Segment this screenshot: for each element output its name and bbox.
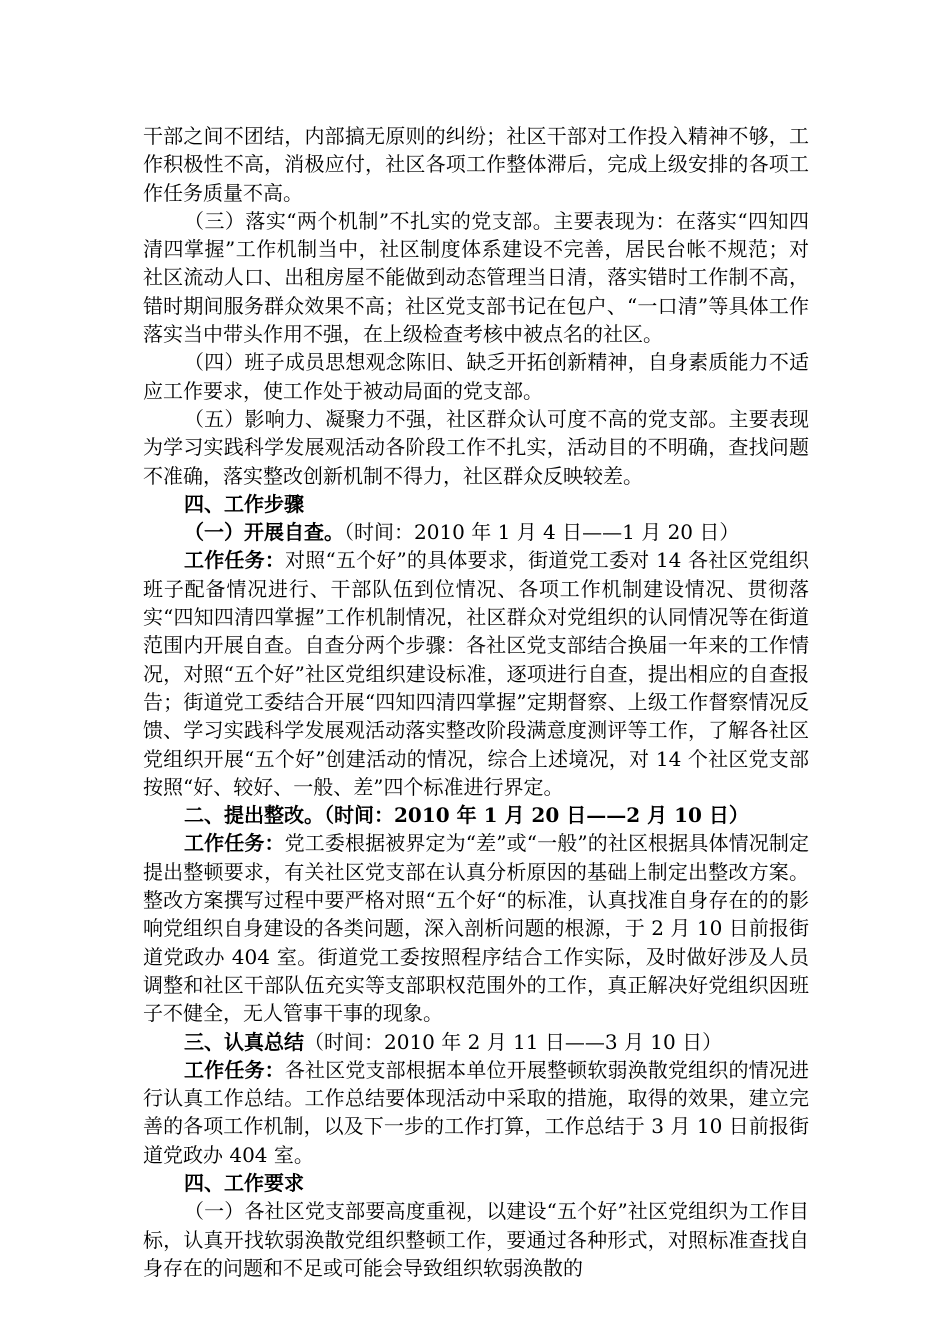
paragraph-cadre-unity: 干部之间不团结，内部搞无原则的纠纷；社区干部对工作投入精神不够，工作积极性不高，消极应付，社区各项工作整体滞后，完成上级安排的各项工作任务质量不高。	[143, 124, 809, 205]
step-2-task-text: 党工委根据被界定为“差”或“一般”的社区根据具体情况制定提出整顿要求，有关社区党支部在认真分析原因的基础上制定出整改方案。整改方案撰写过程中要严格对照“五个好“的标准，认真找准自身存在的的影响党组织自身建设的各类问题，深入剖析问题的根源，于 2 月 10 日前报街道党政办 404 室。街道党工委按照程序结合工作实际，及时做好涉及人员调整和社区干部队伍充实等支部职权范围外的工作，真正解决好党组织因班子不健全，无人管事干事的现象。	[143, 831, 809, 1026]
step-2-heading: 二、提出整改。（时间：2010 年 1 月 20 日——2 月 10 日）	[184, 803, 749, 828]
step-1-title: （一）开展自查。	[184, 520, 344, 545]
step-3-title: 三、认真总结	[184, 1029, 304, 1054]
step-3-task	[143, 1056, 809, 1169]
step-3-heading	[143, 1028, 809, 1056]
paragraph-influence: （五）影响力、凝聚力不强，社区群众认可度不高的党支部。主要表现为学习实践科学发展观活动各阶段工作不扎实，活动目的不明确，查找问题不准确，落实整改创新机制不得力，社区群众反映较差。	[143, 406, 809, 488]
step-1-task	[143, 546, 809, 801]
step-1-task-label: 工作任务：	[184, 548, 286, 573]
step-1-time: （时间：2010 年 1 月 4 日——1 月 20 日）	[344, 520, 740, 545]
document-page	[143, 122, 809, 1282]
requirement-1: （一）各社区党支部要高度重视，以建设“五个好”社区党组织为工作目标，认真开找软弱涣散党组织整顿工作，要通过各种形式，对照标准查找自身存在的问题和不足或可能会导致组织软弱涣散的	[143, 1199, 809, 1280]
step-1-heading	[143, 518, 809, 546]
paragraph-two-mechanisms: （三）落实“两个机制”不扎实的党支部。主要表现为：在落实“四知四清四掌握”工作机制当中，社区制度体系建设不完善，居民台帐不规范；对社区流动人口、出租房屋不能做到动态管理当日清，落实错时工作制不高，错时期间服务群众效果不高；社区党支部书记在包户、“一口清”等具体工作落实当中带头作用不强，在上级检查考核中被点名的社区。	[143, 208, 809, 347]
heading-work-requirements: 四、工作要求	[184, 1170, 304, 1195]
step-1-task-text: 对照“五个好”的具体要求，街道党工委对 14 各社区党组织班子配备情况进行、干部队伍到位情况、各项工作机制建设情况、贯彻落实“四知四清四掌握”工作机制情况，社区群众对党组织的认同情况等在街道范围内开展自查。自查分两个步骤：各社区党支部结合换届一年来的工作情况，对照“五个好”社区党组织建设标准，逐项进行自查，提出相应的自查报告；街道党工委结合开展“四知四清四掌握”定期督察、上级工作督察情况反馈、学习实践科学发展观活动落实整改阶段满意度测评等工作，了解各社区党组织开展“五个好”创建活动的情况，综合上述境况，对 14 个社区党支部按照“好、较好、一般、差”四个标准进行界定。	[143, 548, 809, 799]
step-2-task	[143, 829, 809, 1027]
step-3-task-label: 工作任务：	[184, 1057, 285, 1082]
step-3-task-text: 各社区党支部根据本单位开展整顿软弱涣散党组织的情况进行认真工作总结。工作总结要体现活动中采取的措施，取得的效果，建立完善的各项工作机制，以及下一步的工作打算，工作总结于 3 月 10 日前报街道党政办 404 室。	[143, 1057, 810, 1167]
step-3-time: （时间：2010 年 2 月 11 日——3 月 10 日）	[304, 1029, 723, 1054]
paragraph-team-thinking: （四）班子成员思想观念陈旧、缺乏开拓创新精神，自身素质能力不适应工作要求，使工作处于被动局面的党支部。	[143, 350, 809, 403]
step-2-task-label: 工作任务：	[184, 831, 285, 856]
heading-work-steps: 四、工作步骤	[184, 491, 304, 516]
